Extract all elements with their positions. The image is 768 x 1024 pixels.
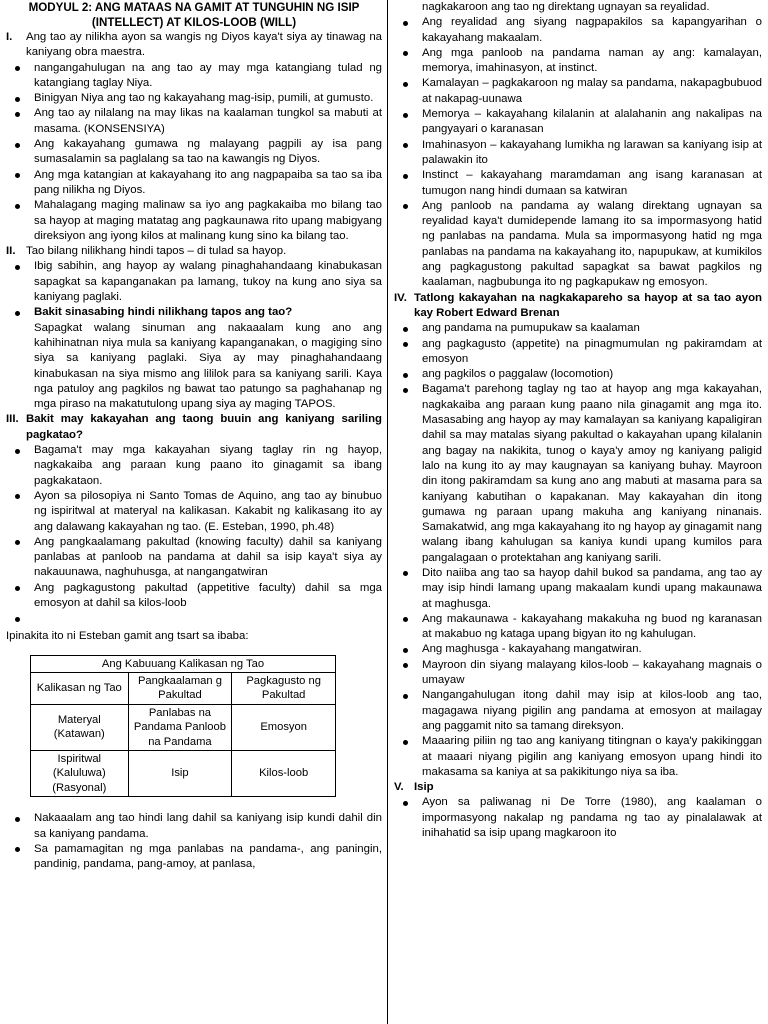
list-item: Ang mga katangian at kakayahang ito ang nagpapaiba sa tao sa iba pang nilikha ng Diyos. xyxy=(6,168,382,199)
list-item: Bagama't parehong taglay ng tao at hayop ang mga kakayahan, nagkakaiba ang paraan kung paano nila ginagamit ang mga ito. Masasabing ang hayop ay may kamalayan sa kaniyang kapaligiran dahil sa may matalas siyang pakultad o kakayahan upang kilalanin ang bagay na nakikita, tunog o kaya'y amoy ng kaniyang paligid lalo na kung ito ay may kaugnayan sa kaniyang buhay. Mayroon din itong pakiramdam sa kung ano ang mabuti at masama para sa kaniyang kabutihan o kapakanan. May kakayahan din itong gumawa ng paraan upang makuha ang kaniyang ninanais. Samakatwid, ang mga kakayahang ito ng hayop ay ginagamit nang walang ibang kahulugan sa kaniya kundi upang kumilos para pangalagaan o protektahan ang kaniyang sarili. xyxy=(394,382,762,566)
section-number: III. xyxy=(6,413,19,426)
list-item: Ang panloob na pandama ay walang direktang ugnayan sa reyalidad kaya't dumidepende lamang ito sa impormasyong hatid ng panlabas na pandama. Mula sa impormasyong hatid ng mga panlabas na pandama na kakayahang ito, napupukaw, at kumikilos ang pagkagustong pakultad sapagkat sa bawat pagkilos ng kaalaman, nagbubunga ito ng pagkapukaw ng emosyon. xyxy=(394,199,762,291)
table-cell: Isip xyxy=(128,751,232,797)
table-row xyxy=(31,704,336,750)
table-cell: Emosyon xyxy=(232,704,336,750)
list-item: Binigyan Niya ang tao ng kakayahang mag-isip, pumili, at gumusto. xyxy=(6,91,382,106)
section-text: Bakit may kakayahan ang taong buuin ang kaniyang sariling pagkatao? xyxy=(26,413,382,441)
list-item: Memorya – kakayahang kilalanin at alalahanin ang nakalipas na pangyayari o karanasan xyxy=(394,107,762,138)
list-item: Ang pagkagustong pakultad (appetitive faculty) dahil sa mga emosyon at dahil sa kilos-loob xyxy=(6,581,382,612)
table-cell: Kilos-loob xyxy=(232,751,336,797)
list-item: Kamalayan – pagkakaroon ng malay sa pandama, nakapagbubuod at nakapag-uunawa xyxy=(394,76,762,107)
table-cell: Ispiritwal (Kaluluwa) (Rasyonal) xyxy=(31,751,129,797)
section-5-list xyxy=(394,795,762,841)
section-2-heading xyxy=(6,244,382,259)
list-item: Ayon sa paliwanag ni De Torre (1980), ang kaalaman o impormasyong nakalap ng pandama ng tao ay pinalalawak at inihahatid sa isip upang magkaroon ito xyxy=(394,795,762,841)
table-row xyxy=(31,751,336,797)
list-item: Maaaring piliin ng tao ang kaniyang titingnan o kaya'y pakikinggan at maaari niyang pigilin ang kaniyang emosyon upang hindi ito makasama sa kaniya at sa pakikitungo niya sa iba. xyxy=(394,734,762,780)
list-item: Instinct – kakayahang maramdaman ang isang karanasan at tumugon nang hindi dumaan sa katwiran xyxy=(394,168,762,199)
table-caption: Ang Kabuuang Kalikasan ng Tao xyxy=(31,655,336,672)
section-2-list xyxy=(6,259,382,320)
section-number: V. xyxy=(394,781,404,794)
section-5-heading xyxy=(394,780,762,795)
list-item: Dito naiiba ang tao sa hayop dahil bukod sa pandama, ang tao ay may isip hindi lamang upang makaalam kundi upang makaunawa at maghusga. xyxy=(394,566,762,612)
list-item: Bagama't may mga kakayahan siyang taglay rin ng hayop, nagkakaiba ang paraan kung paano ito ginagamit sa ibang pagkakataon. xyxy=(6,443,382,489)
section-text: Ang tao ay nilikha ayon sa wangis ng Diyos kaya't siya ay tinawag na kaniyang obra maestra. xyxy=(26,31,382,59)
list-item: Ang kakayahang gumawa ng malayang pagpili ay isa pang sumasalamin sa paglalang sa tao na kawangis ng Diyos. xyxy=(6,137,382,168)
table-header-row xyxy=(31,672,336,704)
senses-list xyxy=(394,15,762,290)
chart-intro: Ipinakita ito ni Esteban gamit ang tsart sa ibaba: xyxy=(6,630,249,643)
list-item: nangangahulugan na ang tao ay may mga katangiang tulad ng katangiang taglay Niya. xyxy=(6,61,382,92)
section-text: Tatlong kakayahan na nagkakapareho sa hayop at sa tao ayon kay Robert Edward Brenan xyxy=(414,291,762,319)
section-number: I. xyxy=(6,31,13,43)
nature-table xyxy=(30,655,336,798)
column-divider xyxy=(387,0,388,1024)
list-item: ang pagkagusto (appetite) na pinagmumulan ng pakiramdam at emosyon xyxy=(394,337,762,368)
list-item: Ang pangkaalamang pakultad (knowing faculty) dahil sa kaniyang panlabas at panloob na pandama at dahil sa isip kaya't siya ay nakauunawa, naghuhusga, at nangangatwiran xyxy=(6,535,382,581)
list-item: Ang reyalidad ang siyang nagpapakilos sa kapangyarihan o kakayahang makaalam. xyxy=(394,15,762,46)
section-3b-list xyxy=(6,811,382,872)
list-item: Ang mga panloob na pandama naman ay ang: kamalayan, memorya, imahinasyon, at instinct. xyxy=(394,46,762,77)
list-item: ang pandama na pumupukaw sa kaalaman xyxy=(394,321,762,336)
table-cell: Materyal (Katawan) xyxy=(31,704,129,750)
table-header: Kalikasan ng Tao xyxy=(31,672,129,704)
list-item: Nangangahulugan itong dahil may isip at kilos-loob ang tao, magagawa niyang pigilin ang pandama at emosyon at mailagay ang paggamit nito sa tamang direksyon. xyxy=(394,688,762,734)
list-item: Ang tao ay nilalang na may likas na kaalaman tungkol sa mabuti at masama. (KONSENSIYA) xyxy=(6,106,382,137)
section-text: Tao bilang nilikhang hindi tapos – di tulad sa hayop. xyxy=(26,245,287,258)
list-item: Ang maghusga - kakayahang mangatwiran. xyxy=(394,642,762,657)
list-item: Imahinasyon – kakayahang lumikha ng larawan sa kaniyang isip at palawakin ito xyxy=(394,138,762,169)
section-1-heading xyxy=(6,30,382,61)
continuation-text: nagkakaroon ang tao ng direktang ugnayan sa reyalidad. xyxy=(422,1,710,13)
section-2-paragraph: Sapagkat walang sinuman ang nakaaalam kung ano ang kahihinatnan niya mula sa kaniyang kapanganakan, o magiging sino siya sa kaniyang paglaki. Siya ay may pinaghahandaang kinabukasan na siya mismo ang lililok para sa kaniyang sarili. Kaya nga patuloy ang pagkilos ng bawat tao patungo sa paghahanap ng mga piraso na makatutulong upang siya ay maging TAPOS. xyxy=(34,321,382,411)
table-header: Pagkagusto ng Pakultad xyxy=(232,672,336,704)
list-item: Ang makaunawa - kakayahang makakuha ng buod ng karanasan at makabuo ng kataga upang bigyan ito ng kahulugan. xyxy=(394,612,762,643)
table-header: Pangkaalaman g Pakultad xyxy=(128,672,232,704)
section-4-heading xyxy=(394,291,762,322)
section-4-list xyxy=(394,321,762,780)
list-item: ang pagkilos o paggalaw (locomotion) xyxy=(394,367,762,382)
list-item: Mahalagang maging malinaw sa iyo ang pagkakaiba mo bilang tao sa hayop at maging matatag ang pagkaunawa rito upang mabigyang direksiyon ang iyong kilos at malinang kung sino ka bilang tao. xyxy=(6,198,382,244)
right-column xyxy=(394,0,762,841)
list-item: Bakit sinasabing hindi nilikhang tapos ang tao? xyxy=(6,305,382,320)
section-3-heading xyxy=(6,412,382,443)
list-item: Nakaaalam ang tao hindi lang dahil sa kaniyang isip kundi dahil din sa kaniyang pandama. xyxy=(6,811,382,842)
list-item: Ayon sa pilosopiya ni Santo Tomas de Aquino, ang tao ay binubuo ng ispiritwal at materyal na kalikasan. Kakabit ng kalikasang ito ay ang dalawang kakayahan ng tao. (E. Esteban, 1990, ph.48) xyxy=(6,489,382,535)
list-item: Sa pamamagitan ng mga panlabas na pandama-, ang paningin, pandinig, pandama, pang-amoy, at panlasa, xyxy=(6,842,382,873)
left-column xyxy=(6,0,382,872)
section-number: II. xyxy=(6,245,16,258)
section-1-list xyxy=(6,61,382,245)
section-3-list xyxy=(6,443,382,626)
table-cell: Panlabas na Pandama Panloob na Pandama xyxy=(128,704,232,750)
list-item xyxy=(6,611,382,626)
list-item: Mayroon din siyang malayang kilos-loob – kakayahang magnais o umayaw xyxy=(394,658,762,689)
section-text: Isip xyxy=(414,781,434,794)
module-title: MODYUL 2: ANG MATAAS NA GAMIT AT TUNGUHIN NG ISIP (INTELLECT) AT KILOS-LOOB (WILL) xyxy=(28,1,360,29)
section-number: IV. xyxy=(394,291,407,304)
list-item: Ibig sabihin, ang hayop ay walang pinaghahandaang kinabukasan sapagkat sa kapanganakan pa lamang, tukoy na kung ano siya sa kaniyang paglaki. xyxy=(6,259,382,305)
